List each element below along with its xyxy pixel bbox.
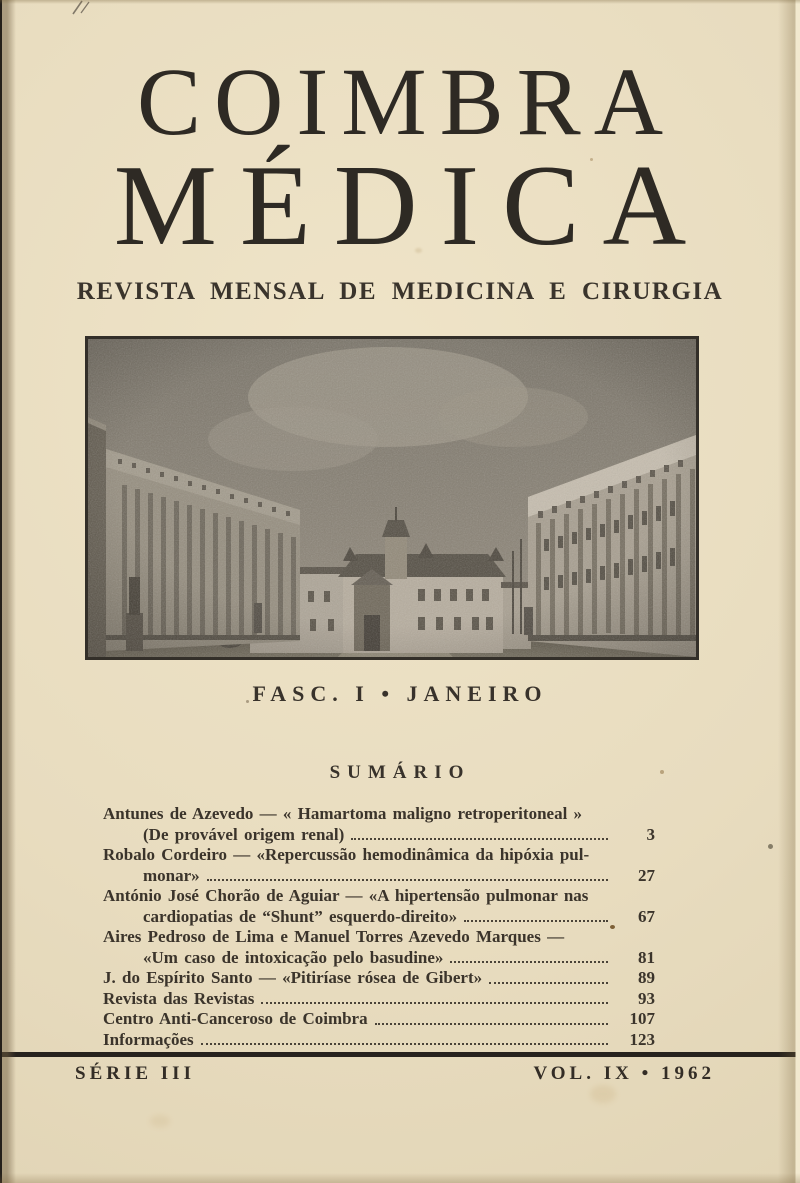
dotted-leader [482, 968, 615, 989]
volume-year-label: VOL. IX • 1962 [533, 1063, 715, 1084]
summary-heading: SUMÁRIO [329, 762, 471, 783]
paper-stain [415, 248, 422, 253]
paper-stain [610, 925, 615, 929]
series-label: SÉRIE III [75, 1063, 195, 1084]
paper-stain [150, 1115, 170, 1127]
scan-edge-top [0, 0, 800, 4]
paper-stain [660, 770, 664, 774]
journal-title-line1: COIMBRA [136, 48, 677, 155]
dotted-leader [344, 825, 615, 846]
paper-stain [246, 700, 249, 703]
toc-line [103, 1030, 655, 1051]
toc-line [103, 989, 655, 1010]
toc-line [103, 804, 655, 825]
footer [75, 1063, 715, 1085]
toc-line [103, 907, 655, 928]
toc-line [103, 1009, 655, 1030]
toc-page-number: 81 [638, 947, 655, 967]
cover-photo-frame [85, 336, 699, 660]
toc-entry-text: António José Chorão de Aguiar — «A hipertensão pulmonar nas [103, 886, 589, 905]
toc-line [103, 948, 655, 969]
toc-entry-text: «Um caso de intoxicação pelo basudine» [143, 947, 444, 967]
toc-line [103, 886, 655, 907]
toc-page-number: 89 [638, 968, 655, 987]
toc-line [103, 927, 655, 948]
journal-title-line2: MÉDICA [113, 142, 710, 270]
toc-line [103, 968, 655, 989]
scan-edge-left [0, 0, 16, 1183]
dotted-leader [368, 1009, 615, 1030]
table-of-contents [103, 804, 655, 1050]
toc-page-number: 123 [629, 1029, 655, 1049]
scan-edge-right [778, 0, 800, 1183]
paper-stain [768, 844, 773, 849]
dotted-leader [254, 989, 615, 1010]
toc-line [103, 866, 655, 887]
toc-page-number: 27 [638, 865, 655, 885]
toc-entry-text: Informações [103, 1029, 194, 1049]
toc-entry-text: (De provável origem renal) [143, 824, 345, 844]
fascicle-line: FASC. I • JANEIRO [252, 681, 548, 706]
toc-entry-text: J. do Espírito Santo — «Pitiríase rósea de Gibert» [103, 968, 483, 987]
footer-rule [0, 1052, 800, 1057]
scan-edge-bottom [0, 1173, 800, 1183]
dotted-leader [200, 866, 615, 887]
paper-stain [590, 1085, 616, 1103]
dotted-leader [443, 948, 615, 969]
toc-line [103, 825, 655, 846]
photo-tint [88, 339, 696, 657]
paper-stain [590, 158, 593, 161]
toc-page-number: 67 [638, 906, 655, 926]
toc-entry-text: Antunes de Azevedo — « Hamartoma maligno retroperitoneal » [103, 804, 583, 823]
toc-entry-text: Aires Pedroso de Lima e Manuel Torres Azevedo Marques — [103, 927, 565, 946]
toc-entry-text: monar» [143, 865, 200, 885]
toc-page-number: 3 [646, 824, 655, 844]
toc-page-number: 107 [629, 1009, 655, 1028]
journal-subtitle: REVISTA MENSAL DE MEDICINA E CIRURGIA [76, 278, 724, 305]
toc-line [103, 845, 655, 866]
toc-entry-text: Robalo Cordeiro — «Repercussão hemodinâmica da hipóxia pul- [103, 845, 590, 864]
toc-entry-text: Revista das Revistas [103, 988, 255, 1008]
toc-page-number: 93 [638, 988, 655, 1008]
cover-photo [88, 339, 696, 657]
toc-entry-text: cardiopatias de “Shunt” esquerdo-direito» [143, 906, 458, 926]
toc-entry-text: Centro Anti-Canceroso de Coimbra [103, 1009, 368, 1028]
dotted-leader [194, 1030, 615, 1051]
dotted-leader [457, 907, 615, 928]
